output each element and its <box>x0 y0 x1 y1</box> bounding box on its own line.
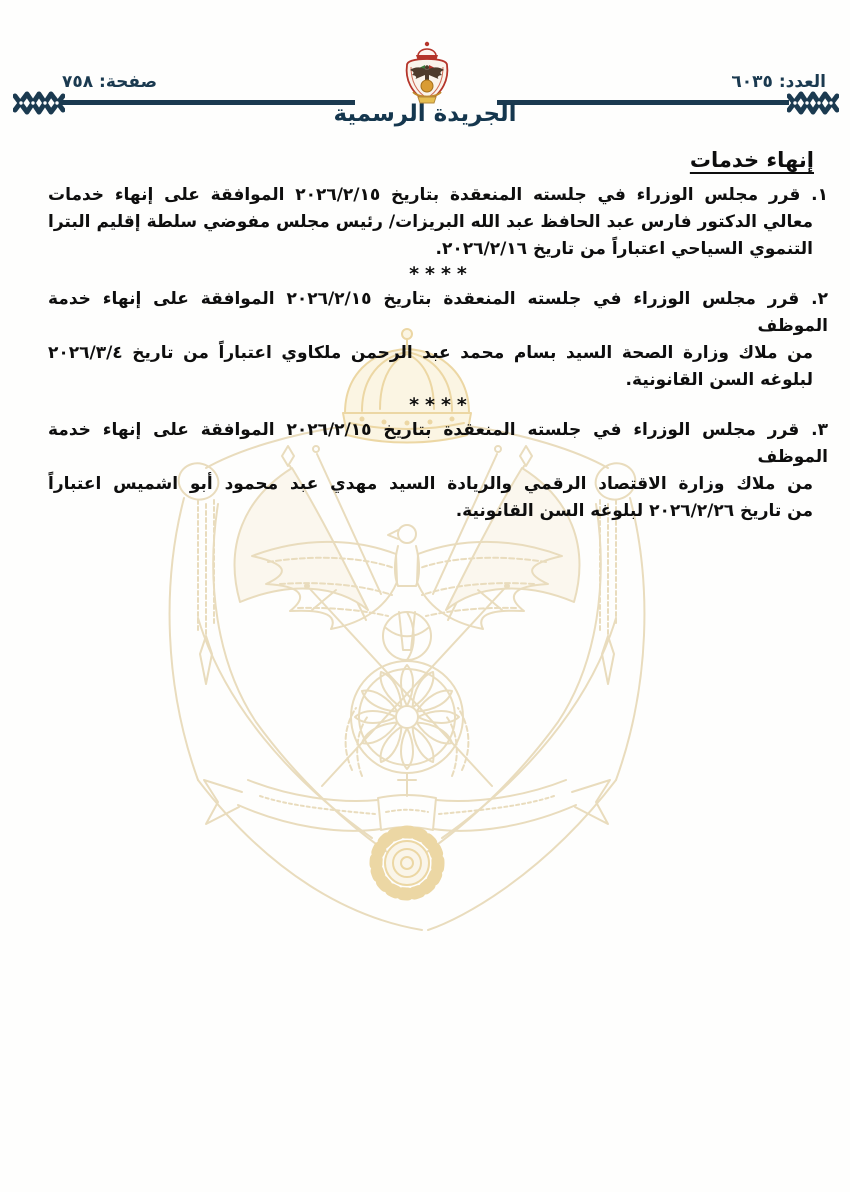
decision-line: لبلوغه السن القانونية. <box>625 370 813 390</box>
page-number-label: صفحة: ٧٥٨ <box>62 72 158 92</box>
braided-knot-left-icon <box>13 88 65 118</box>
document-body <box>48 148 828 525</box>
issue-number-label: العدد: ٦٠٣٥ <box>731 72 826 92</box>
separator: **** <box>409 263 473 285</box>
section-heading: إنهاء خدمات <box>689 148 814 172</box>
decision-line: ٣. قرر مجلس الوزراء في جلسته المنعقدة بتاريخ ٢٠٢٦/٢/١٥ الموافقة على إنهاء خدمة الموظف <box>48 420 829 467</box>
decision-line: من ملاك وزارة الاقتصاد الرقمي والريادة السيد مهدي عبد محمود أبو اشميس اعتباراً <box>48 474 813 494</box>
decision-line: من تاريخ ٢٠٢٦/٢/٢٦ لبلوغه السن القانونية. <box>455 501 813 521</box>
separator: **** <box>409 394 473 416</box>
gazette-title: الجريدة الرسمية <box>333 101 517 127</box>
decision-item-2 <box>48 286 828 394</box>
decision-item-1 <box>48 182 828 263</box>
decision-line: معالي الدكتور فارس عبد الحافظ عبد الله البريزات/ رئيس مجلس مفوضي سلطة إقليم البترا <box>48 212 813 232</box>
jordan-coat-of-arms-icon <box>398 40 456 106</box>
braided-knot-right-icon <box>787 88 839 118</box>
decision-line: ٢. قرر مجلس الوزراء في جلسته المنعقدة بتاريخ ٢٠٢٦/٢/١٥ الموافقة على إنهاء خدمة الموظف <box>48 289 829 336</box>
decision-line: ١. قرر مجلس الوزراء في جلسته المنعقدة بتاريخ ٢٠٢٦/٢/١٥ الموافقة على إنهاء خدمات <box>48 185 829 205</box>
decision-item-3 <box>48 417 828 525</box>
decision-line: من ملاك وزارة الصحة السيد بسام محمد عبد الرحمن ملكاوي اعتباراً من تاريخ ٢٠٢٦/٣/٤ <box>48 343 813 363</box>
decision-line: التنموي السياحي اعتباراً من تاريخ ٢٠٢٦/٢/١٦. <box>435 239 813 259</box>
